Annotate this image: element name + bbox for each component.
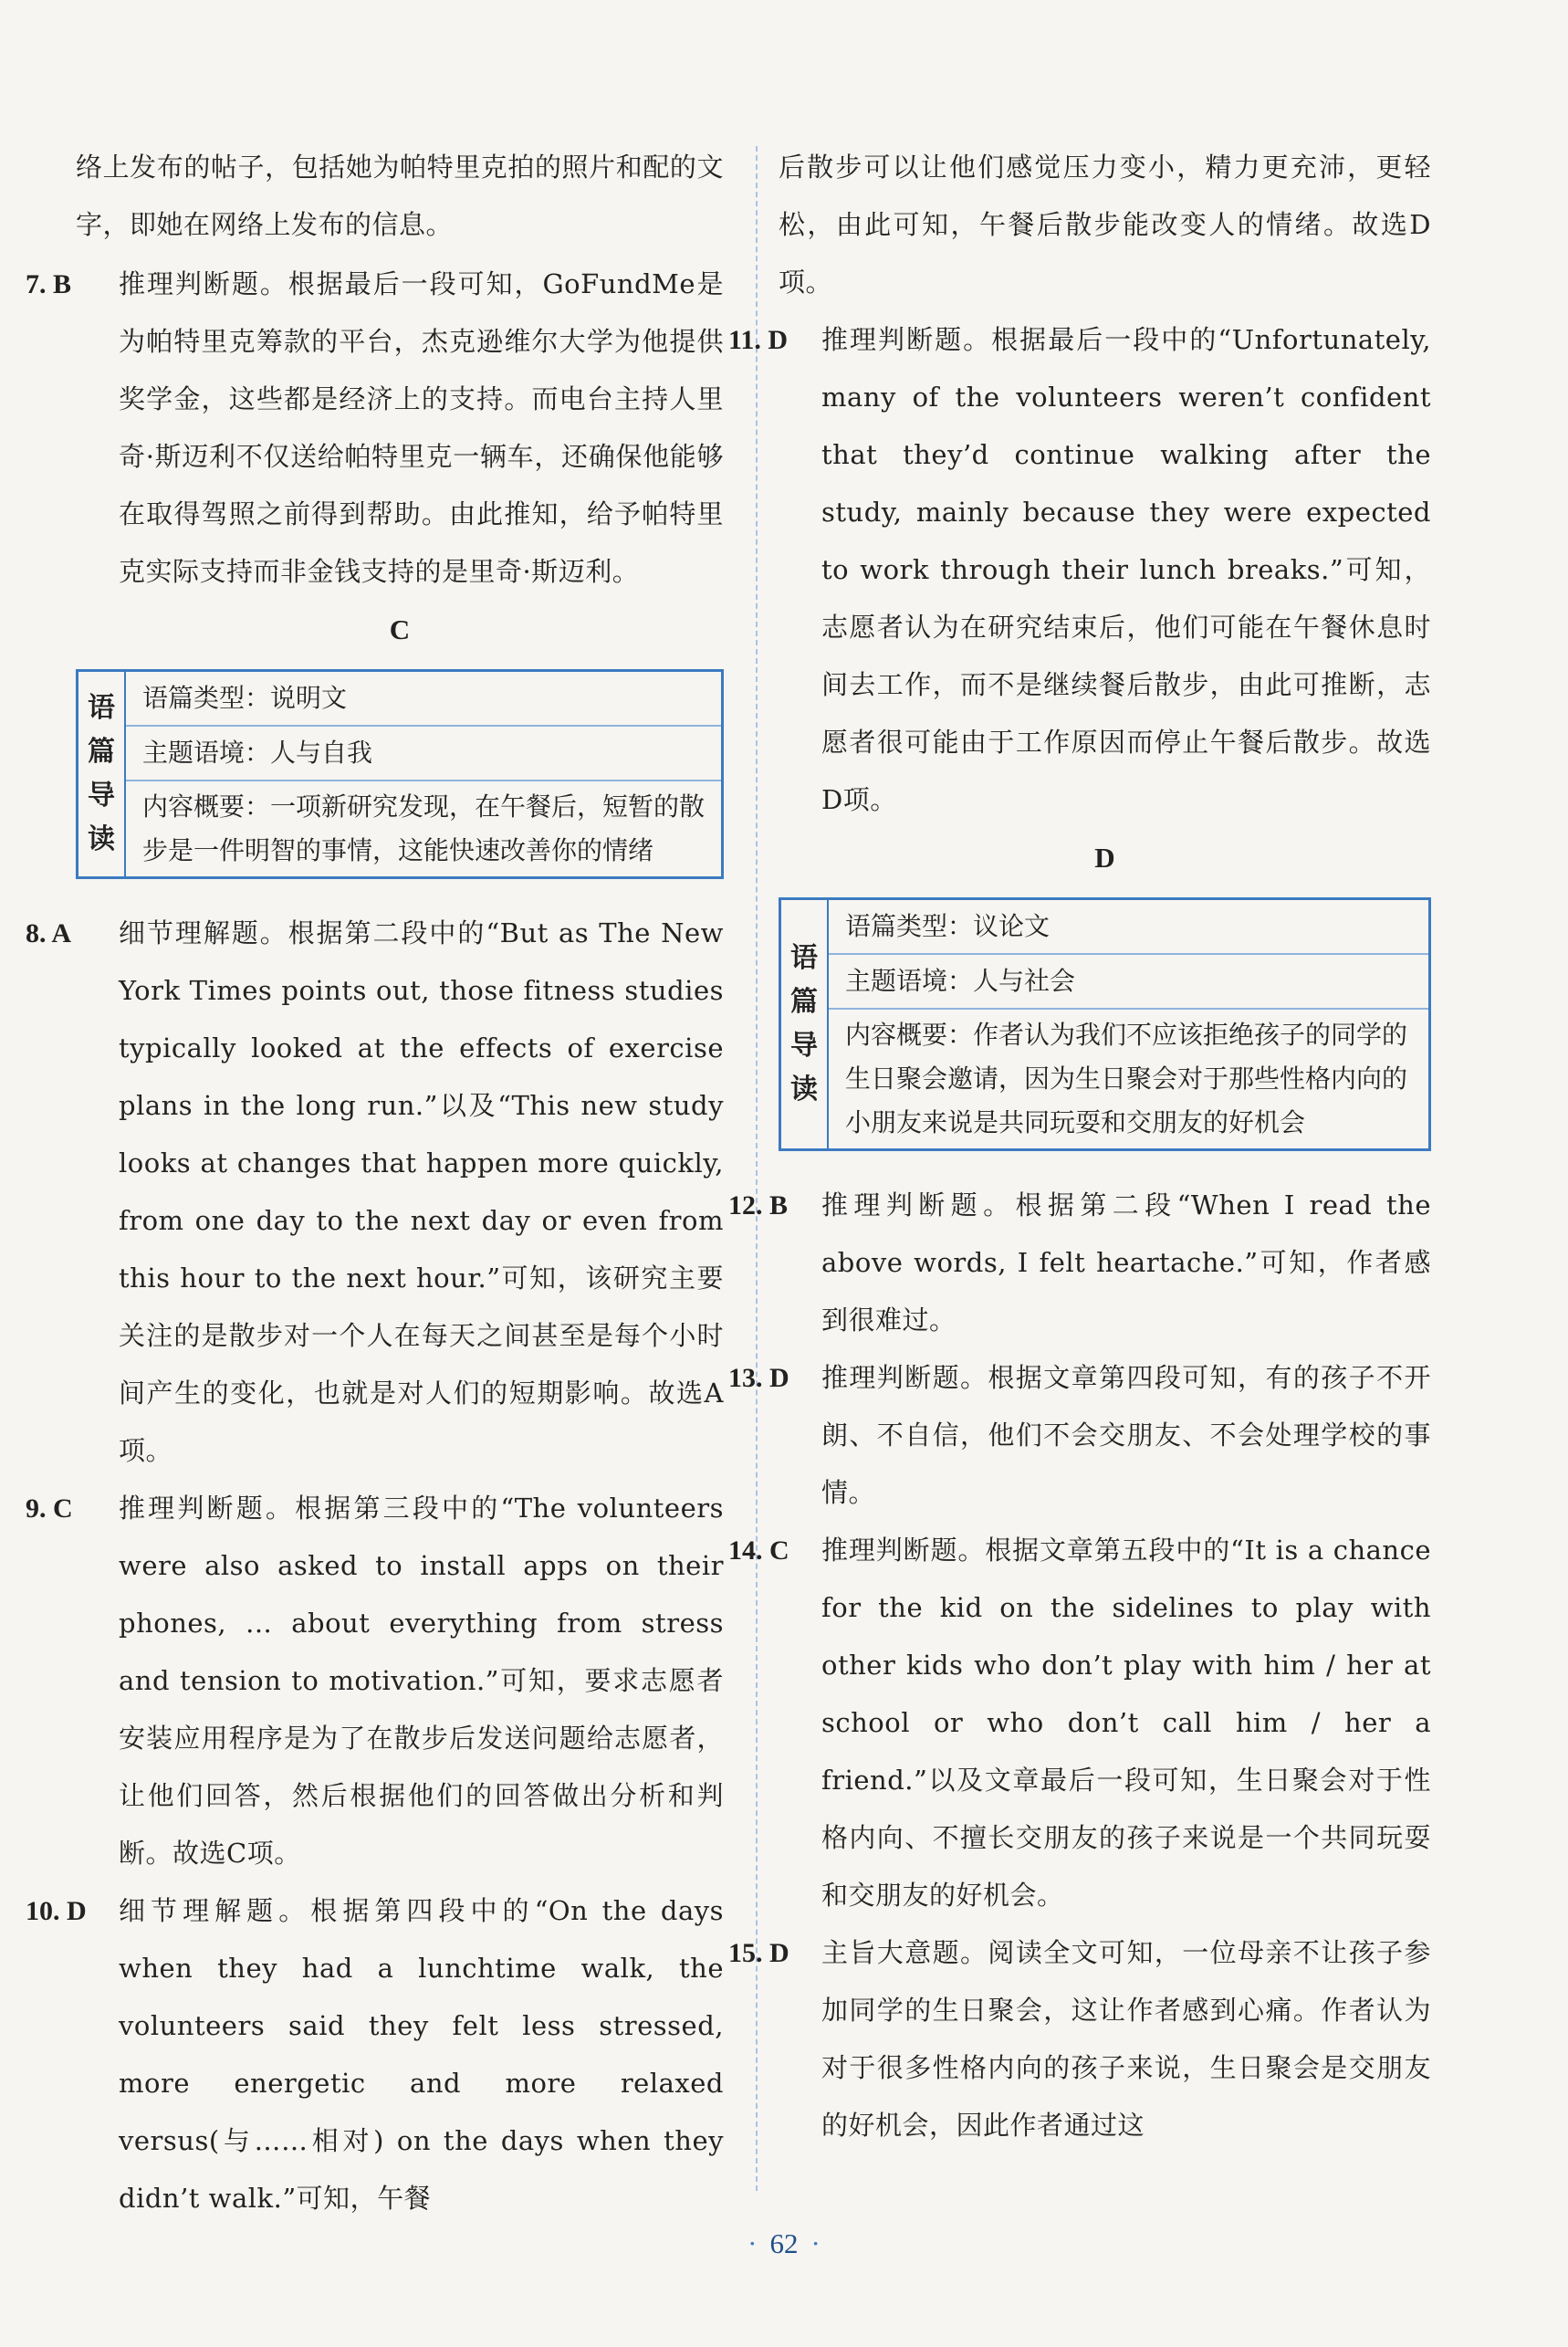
guide-theme: 主题语境：人与社会	[829, 955, 1428, 1010]
answer-number: 10. D	[26, 1896, 87, 1926]
right-column	[728, 139, 1431, 2154]
left-column	[26, 139, 724, 2227]
section-letter: C	[389, 613, 411, 645]
answer-explanation: 推理判断题。根据最后一段可知，GoFundMe是为帕特里克筹款的平台，杰克逊维尔大学为他提供奖学金，这些都是经济上的支持。而电台主持人里奇·斯迈利不仅送给帕特里克一辆车，还确保他能够在取得驾照之前得到帮助。由此推知，给予帕特里克实际支持而非金钱支持的是里奇·斯迈利。	[119, 268, 724, 587]
answer-number: 13. D	[728, 1363, 789, 1393]
continued-text: 后散步可以让他们感觉压力变小，精力更充沛，更轻松，由此可知，午餐后散步能改变人的情绪。故选D项。	[779, 152, 1431, 298]
guide-label: 语 篇 导 读	[78, 672, 126, 876]
answer-explanation: 推理判断题。根据文章第五段中的“It is a chance for the kid on the sidelines to play with other kids who don’t play with him / her at school or who don’t call him / her a friend.”以及文章最后一段可知，生日聚会对于性格内向、不擅长交朋友的孩子来说是一个共同玩耍和交朋友的好机会。	[821, 1535, 1431, 1911]
answer-explanation: 细节理解题。根据第四段中的“On the days when they had a lunchtime walk, the volunteers said they felt less stressed, more energetic and more relaxed versus(与……相对) on the days when they didn’t walk.”可知，午餐	[119, 1895, 724, 2214]
answer-14	[728, 1522, 1431, 1924]
page-number: · 62 ·	[747, 2227, 821, 2259]
answer-11	[728, 311, 1431, 829]
answer-15	[728, 1924, 1431, 2154]
reading-guide-box	[779, 897, 1431, 1151]
answer-explanation: 推理判断题。根据第二段“When I read the above words, I felt heartache.”可知，作者感到很难过。	[821, 1189, 1431, 1336]
answer-explanation: 细节理解题。根据第二段中的“But as The New York Times points out, those fitness studies typically looked at the effects of exercise plans in the long run.”以及“This new study looks at changes that happen more quickly, from one day to the next day or even from this hour to the next hour.”可知，该研究主要关注的是散步对一个人在每天之间甚至是每个小时间产生的变化，也就是对人们的短期影响。故选A项。	[119, 917, 724, 1466]
answer-7	[26, 256, 724, 601]
continued-text: 络上发布的帖子，包括她为帕特里克拍的照片和配的文字，即她在网络上发布的信息。	[76, 152, 724, 240]
answer-12	[728, 1177, 1431, 1349]
answer-8	[26, 905, 724, 1480]
guide-theme: 主题语境：人与自我	[126, 727, 721, 781]
answer-10	[26, 1882, 724, 2227]
answer-number: 7. B	[26, 269, 72, 299]
answer-explanation: 推理判断题。根据最后一段中的“Unfortunately, many of the volunteers weren’t confident that they’d continue walking after the study, mainly because they were expected to work through their lunch breaks.”可知，志愿者认为在研究结束后，他们可能在午餐休息时间去工作，而不是继续餐后散步，由此可推断，志愿者很可能由于工作原因而停止午餐后散步。故选D项。	[821, 324, 1431, 815]
answer-number: 8. A	[26, 918, 72, 948]
guide-summary: 内容概要：一项新研究发现，在午餐后，短暂的散步是一件明智的事情，这能快速改善你的情绪	[142, 791, 706, 865]
answer-9	[26, 1480, 724, 1882]
answer-number: 14. C	[728, 1535, 789, 1566]
guide-type: 语篇类型：议论文	[829, 900, 1428, 955]
guide-type: 语篇类型：说明文	[126, 672, 721, 727]
answer-explanation: 推理判断题。根据第三段中的“The volunteers were also asked to install apps on their phones, ... about everything from stress and tension to motivation.”可知，要求志愿者安装应用程序是为了在散步后发送问题给志愿者，让他们回答，然后根据他们的回答做出分析和判断。故选C项。	[119, 1493, 724, 1869]
answer-number: 9. C	[26, 1493, 73, 1524]
section-letter: D	[1094, 842, 1115, 874]
guide-label: 语 篇 导 读	[781, 900, 829, 1148]
answer-number: 15. D	[728, 1938, 789, 1968]
guide-summary: 内容概要：作者认为我们不应该拒绝孩子的同学的生日聚会邀请，因为生日聚会对于那些性格内向的小朋友来说是共同玩耍和交朋友的好机会	[845, 1020, 1408, 1137]
answer-explanation: 推理判断题。根据文章第四段可知，有的孩子不开朗、不自信，他们不会交朋友、不会处理学校的事情。	[821, 1362, 1431, 1508]
answer-number: 12. B	[728, 1190, 789, 1221]
answer-number: 11. D	[728, 325, 789, 355]
answer-13	[728, 1349, 1431, 1522]
reading-guide-box	[76, 669, 724, 879]
answer-explanation: 主旨大意题。阅读全文可知，一位母亲不让孩子参加同学的生日聚会，这让作者感到心痛。作者认为对于很多性格内向的孩子来说，生日聚会是交朋友的好机会，因此作者通过这	[821, 1937, 1431, 2141]
